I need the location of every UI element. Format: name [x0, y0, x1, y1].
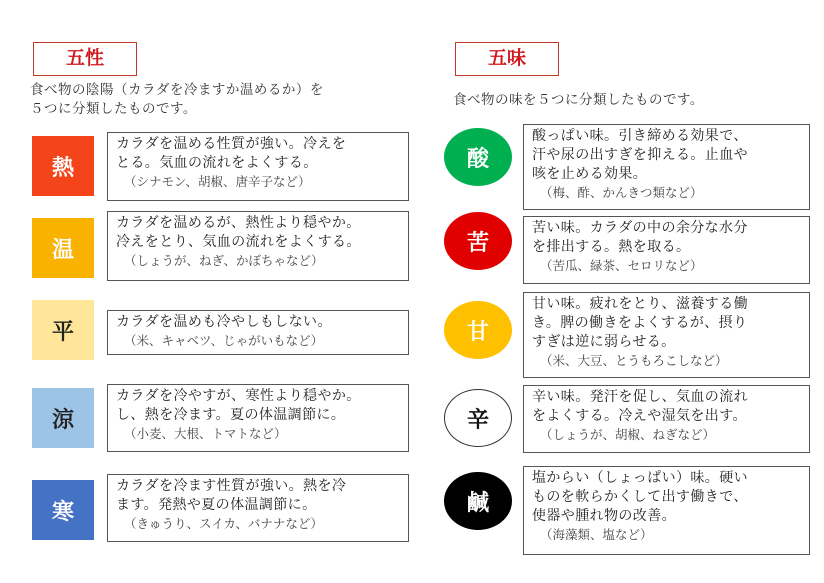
circle-shin: 辛 — [444, 389, 512, 447]
desc-netsu — [107, 132, 409, 201]
badge-hei: 平 — [32, 300, 94, 360]
circle-kan: 甘 — [444, 301, 512, 359]
desc-salty-example: （海藻類、塩など） — [540, 527, 653, 542]
desc-kan-salty — [523, 466, 810, 555]
desc-kan-ami — [523, 292, 810, 378]
desc-kan-example: （きゅうり、スイカ、バナナなど） — [124, 516, 323, 531]
circle-kan-salty: 鹹 — [444, 472, 512, 530]
desc-hei-text: カラダを温めも冷やしもしない。 — [116, 314, 332, 330]
desc-ryou — [107, 384, 409, 452]
desc-kan — [107, 474, 409, 542]
desc-hei-example: （米、キャベツ、じゃがいもなど） — [124, 333, 324, 348]
desc-ryou-example: （小麦、大根、トマトなど） — [124, 426, 287, 441]
desc-kan-text: カラダを冷ます性質が強い。熱を冷 ます。発熱や夏の体温調節に。 — [116, 478, 347, 513]
desc-san-text: 酸っぱい味。引き締める効果で、 汗や尿の出すぎを抑える。止血や 咳を止める効果。 — [532, 128, 748, 182]
circle-ku: 苦 — [444, 212, 512, 270]
gosei-intro: 食べ物の陰陽（カラダを冷ますか温めるか）を ５つに分類したものです。 — [30, 82, 324, 117]
desc-hei — [107, 310, 409, 355]
section-title-gomi: 五味 — [455, 42, 559, 76]
badge-on: 温 — [32, 218, 94, 278]
desc-netsu-text: カラダを温める性質が強い。冷えを とる。気血の流れをよくする。 — [116, 136, 347, 171]
desc-on-text: カラダを温めるが、熱性より穏やか。 冷えをとり、気血の流れをよくする。 — [116, 215, 361, 250]
desc-on-example: （しょうが、ねぎ、かぼちゃなど） — [124, 253, 324, 268]
desc-shin-example: （しょうが、胡椒、ねぎなど） — [540, 427, 716, 442]
badge-netsu: 熱 — [32, 136, 94, 196]
section-title-gosei: 五性 — [33, 42, 137, 76]
gomi-intro: 食べ物の味を５つに分類したものです。 — [453, 92, 704, 108]
desc-ryou-text: カラダを冷やすが、寒性より穏やか。 し、熱を冷ます。夏の体温調節に。 — [116, 388, 361, 423]
desc-san-example: （梅、酢、かんきつ類など） — [540, 185, 703, 200]
circle-san: 酸 — [444, 128, 512, 186]
badge-kan: 寒 — [32, 480, 94, 540]
desc-salty-text: 塩からい（しょっぱい）味。硬い ものを軟らかくして出す働きで、 使器や腫れ物の改善。 — [532, 470, 748, 524]
desc-ku-example: （苦瓜、緑茶、セロリなど） — [540, 258, 703, 273]
desc-ku — [523, 216, 810, 284]
desc-ku-text: 苦い味。カラダの中の余分な水分 を排出する。熱を取る。 — [532, 220, 748, 255]
desc-shin-text: 辛い味。発汗を促し、気血の流れ をよくする。冷えや湿気を出す。 — [532, 389, 748, 424]
desc-on — [107, 211, 409, 281]
desc-shin — [523, 385, 810, 453]
badge-ryou: 涼 — [32, 388, 94, 448]
desc-amai-example: （米、大豆、とうもろこしなど） — [540, 353, 728, 368]
desc-amai-text: 甘い味。疲れをとり、滋養する働 き。脾の働きをよくするが、摂り すぎは逆に弱らせる。 — [532, 296, 748, 350]
desc-netsu-example: （シナモン、胡椒、唐辛子など） — [124, 174, 311, 189]
desc-san — [523, 124, 810, 210]
